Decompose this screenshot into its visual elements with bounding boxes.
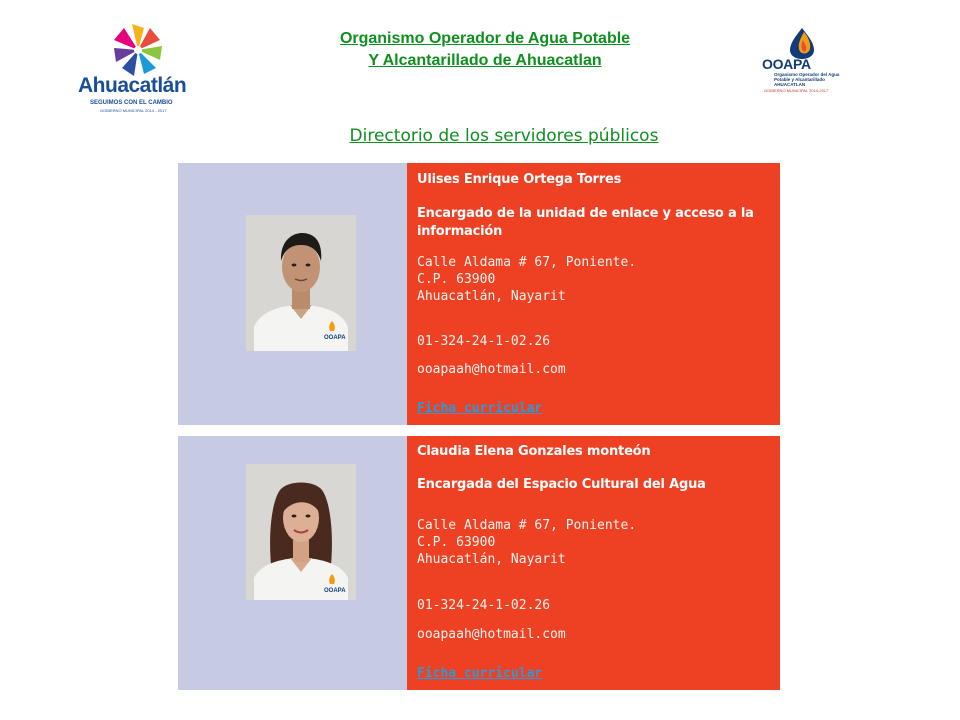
photo-panel [178, 163, 407, 425]
ficha-curricular-link[interactable]: Ficha curricular [417, 401, 543, 416]
directory-title: Directorio de los servidores públicos [349, 126, 659, 146]
pinwheel-icon [98, 22, 178, 78]
staff-role: Encargado de la unidad de enlace y acceso a la información [417, 206, 754, 239]
address-line: Calle Aldama # 67, Poniente. [417, 255, 637, 270]
staff-info-panel [407, 163, 780, 425]
staff-role: Encargada del Espacio Cultural del Agua [417, 477, 706, 492]
organization-title-line2: Y Alcantarillado de Ahuacatlan [368, 52, 602, 69]
staff-card [178, 436, 780, 690]
staff-photo [246, 464, 356, 600]
organization-title-line1: Organismo Operador de Agua Potable [339, 30, 631, 47]
email-address: ooapaah@hotmail.com [417, 362, 566, 377]
ooapa-footer: GOBIERNO MUNICIPAL 2014-2017 [764, 88, 829, 93]
staff-info-panel [407, 436, 780, 690]
staff-name: Claudia Elena Gonzales monteón [417, 444, 651, 459]
email-address: ooapaah@hotmail.com [417, 627, 566, 642]
phone-number: 01-324-24-1-02.26 [417, 598, 551, 613]
staff-card [178, 163, 780, 425]
ficha-curricular-link[interactable]: Ficha curricular [417, 666, 543, 681]
organization-title [270, 28, 700, 72]
water-drop-flame-icon [782, 26, 822, 60]
postal-code: C.P. 63900 [417, 535, 496, 550]
ahuacatlan-logo [74, 22, 194, 114]
phone-number: 01-324-24-1-02.26 [417, 334, 551, 349]
logo-tagline-period: GOBIERNO MUNICIPAL 2014 - 2017 [100, 108, 167, 113]
svg-text:OOAPA: OOAPA [324, 335, 346, 341]
ooapa-logo [760, 26, 846, 96]
logo-wordmark: Ahuacatlán [78, 74, 187, 97]
svg-text:OOAPA: OOAPA [324, 588, 346, 594]
address-line: Calle Aldama # 67, Poniente. [417, 518, 637, 533]
ooapa-subtitle: Organismo Operador del Agua Potable y Alcantarillado AHUACATLAN [774, 72, 840, 87]
city-state: Ahuacatlán, Nayarit [417, 289, 566, 304]
logo-tagline: SEGUIMOS CON EL CAMBIO [90, 100, 173, 106]
staff-name: Ulises Enrique Ortega Torres [417, 172, 622, 187]
staff-photo [246, 215, 356, 351]
ooapa-wordmark: OOAPA [762, 56, 811, 72]
photo-panel [178, 436, 407, 690]
city-state: Ahuacatlán, Nayarit [417, 552, 566, 567]
postal-code: C.P. 63900 [417, 272, 496, 287]
